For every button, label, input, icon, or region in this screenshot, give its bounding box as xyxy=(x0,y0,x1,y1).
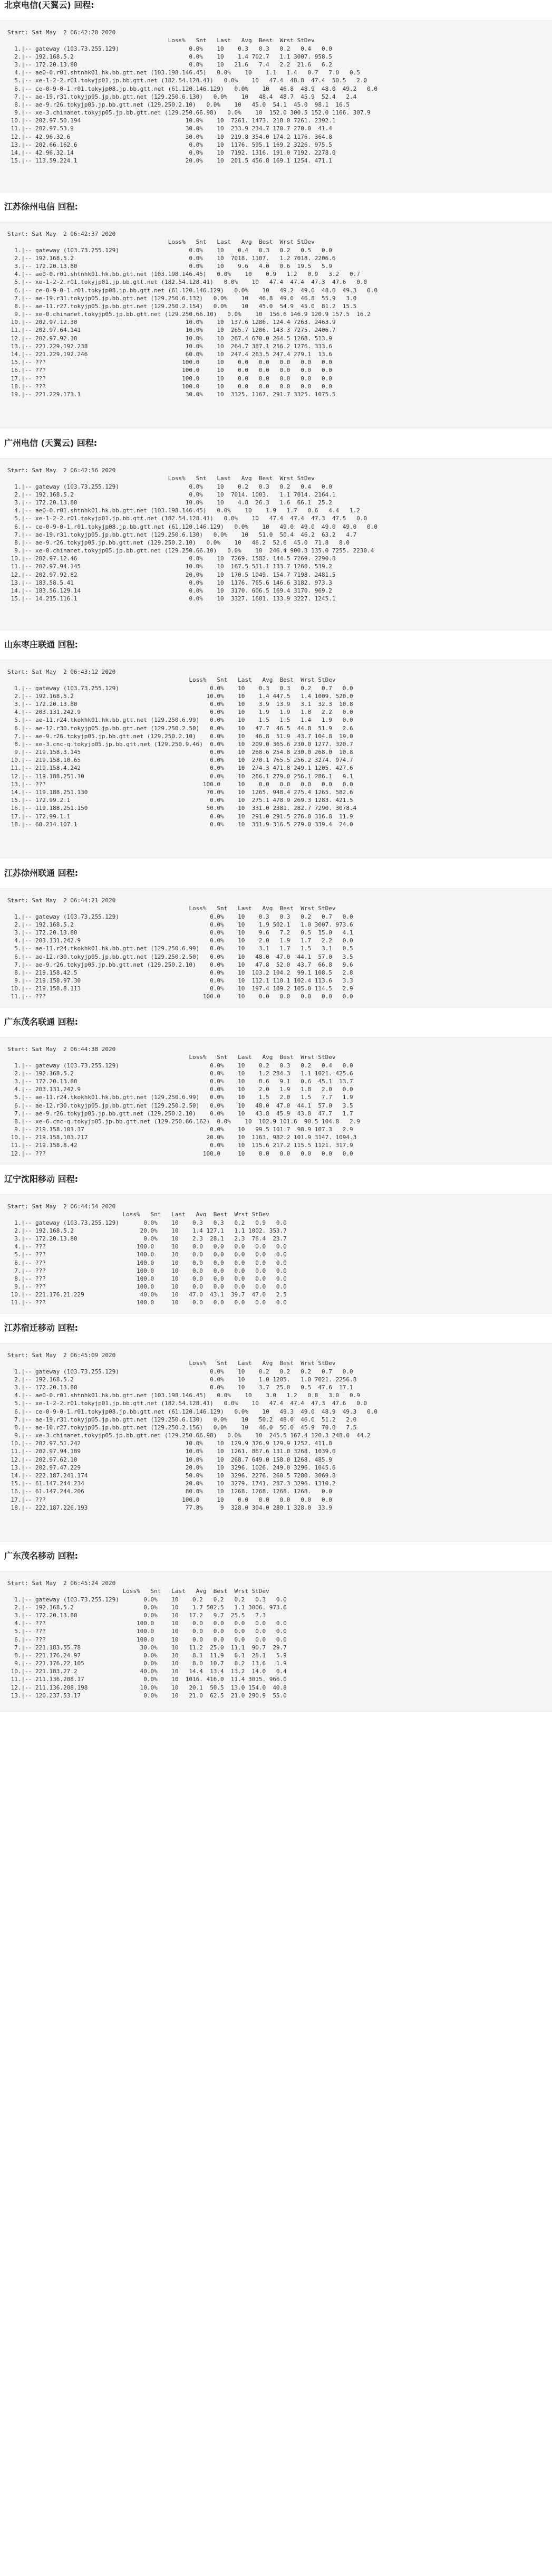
hop-row: 4.|-- 203.131.242.9 0.0% 10 2.0 1.9 1.7 2.2 0.0 xyxy=(7,937,353,944)
hop-row: 5.|-- xe-1-2-2.r01.tokyjp01.jp.bb.gtt.net (182.54.128.41) 0.0% 10 47.4 47.4 47.3 47.6 0.0 xyxy=(7,1400,367,1407)
hop-row: 13.|-- 183.58.5.41 0.0% 10 1176. 765.6 146.6 3182. 973.3 xyxy=(7,579,332,586)
section-heading: 北京电信(天翼云) 回程: xyxy=(4,0,94,10)
hop-row: 3.|-- 172.20.13.80 0.0% 10 21.6 7.4 2.2 21.6 6.2 xyxy=(7,61,332,68)
hop-row: 3.|-- 172.20.13.80 0.0% 10 17.2 9.7 25.5 7.3 xyxy=(7,1611,266,1619)
section-heading: 辽宁沈阳移动 回程: xyxy=(4,1174,78,1184)
column-header: Loss% Snt Last Avg Best Wrst StDev xyxy=(7,238,315,246)
hop-row: 11.|-- 202.97.94.145 10.0% 10 167.5 511.1 133.7 1260. 539.2 xyxy=(7,563,332,570)
hop-row: 14.|-- 222.187.241.174 50.0% 10 3296. 2276. 260.5 7280. 3069.8 xyxy=(7,1472,336,1479)
hop-row: 7.|-- ae-19.r31.tokyjp05.jp.bb.gtt.net (129.250.6.132) 0.0% 10 46.8 49.0 46.8 55.9 3.0 xyxy=(7,294,357,302)
start-timestamp: Start: Sat May 2 06:42:37 2020 xyxy=(7,231,116,238)
hop-row: 8.|-- xe-6.cnc-q.tokyjp05.jp.bb.gtt.net (129.250.66.162) 0.0% 10 102.9 101.6 90.5 104.8 2.9 xyxy=(7,1118,360,1125)
mtr-report xyxy=(7,1037,360,1158)
start-timestamp: Start: Sat May 2 06:45:24 2020 xyxy=(7,1580,116,1587)
hop-row: 6.|-- ce-0-9-0-1.r01.tokyjp08.jp.bb.gtt.net (61.120.146.129) 0.0% 10 49.0 49.0 49.0 49.0 0.0 xyxy=(7,523,377,530)
hop-row: 7.|-- ??? 100.0 10 0.0 0.0 0.0 0.0 0.0 xyxy=(7,1267,287,1274)
hop-row: 2.|-- 192.168.5.2 20.0% 10 1.4 127.1 1.1 1002. 353.7 xyxy=(7,1227,287,1234)
hop-row: 7.|-- ae-19.r31.tokyjp05.jp.bb.gtt.net (129.250.6.130) 0.0% 10 48.4 48.7 45.9 52.4 2.4 xyxy=(7,93,357,100)
column-header: Loss% Snt Last Avg Best Wrst StDev xyxy=(7,475,315,482)
hop-row: 5.|-- ae-11.r24.tkokhk01.hk.bb.gtt.net (129.250.6.99) 0.0% 10 3.1 1.7 1.5 3.1 0.5 xyxy=(7,945,353,952)
section-heading: 江苏徐州电信 回程: xyxy=(4,202,78,212)
hop-row: 4.|-- ae0-0.r01.shtnhk01.hk.bb.gtt.net (103.198.146.45) 0.0% 10 1.1 1.4 0.7 7.0 0.5 xyxy=(7,69,360,77)
blank-line xyxy=(7,889,353,896)
hop-row: 5.|-- ae-11.r24.tkokhk01.hk.bb.gtt.net (129.250.6.99) 0.0% 10 1.5 2.0 1.5 7.7 1.9 xyxy=(7,1094,353,1101)
hop-row: 6.|-- ce-0-9-0-1.r01.tokyjp08.jp.bb.gtt.net (61.120.146.129) 0.0% 10 49.3 49.0 48.9 49.3 0.0 xyxy=(7,1408,377,1415)
hop-row: 1.|-- gateway (103.73.255.129) 0.0% 10 0.3 0.3 0.2 0.7 0.0 xyxy=(7,684,353,692)
hop-row: 5.|-- ??? 100.0 10 0.0 0.0 0.0 0.0 0.0 xyxy=(7,1251,287,1258)
start-timestamp: Start: Sat May 2 06:44:21 2020 xyxy=(7,897,116,904)
mtr-report xyxy=(7,222,377,398)
hop-row: 15.|-- 61.147.244.234 20.0% 10 3279. 1741. 287.3 3296. 1310.2 xyxy=(7,1480,336,1487)
hop-row: 8.|-- ae-9.r26.tokyjp05.jp.bb.gtt.net (129.250.2.10) 0.0% 10 45.0 54.1 45.0 98.1 16.5 xyxy=(7,101,350,108)
blank-line xyxy=(7,1195,287,1203)
hop-row: 6.|-- ??? 100.0 10 0.0 0.0 0.0 0.0 0.0 xyxy=(7,1259,287,1266)
hop-row: 9.|-- xe-3.chinanet.tokyjp05.jp.bb.gtt.net (129.250.66.98) 0.0% 10 152.0 300.5 152.0 1166. 307.9 xyxy=(7,109,371,117)
hop-row: 11.|-- 202.97.64.141 10.0% 10 265.7 1206. 143.3 7275. 2406.7 xyxy=(7,327,336,334)
hop-row: 1.|-- gateway (103.73.255.129) 0.0% 10 0.3 0.3 0.2 0.4 0.0 xyxy=(7,45,332,52)
hop-row: 7.|-- ae-19.r31.tokyjp05.jp.bb.gtt.net (129.250.6.130) 0.0% 10 50.2 48.0 46.0 51.2 2.0 xyxy=(7,1416,357,1423)
start-timestamp: Start: Sat May 2 06:45:09 2020 xyxy=(7,1352,116,1359)
column-header: Loss% Snt Last Avg Best Wrst StDev xyxy=(7,1360,336,1367)
hop-row: 15.|-- 14.215.116.1 0.0% 10 3327. 1601. 133.9 3227. 1245.1 xyxy=(7,595,336,603)
hop-row: 6.|-- ae-12.r30.tokyjp05.jp.bb.gtt.net (129.250.2.50) 0.0% 10 48.0 47.0 44.1 57.0 3.5 xyxy=(7,953,353,960)
hop-row: 9.|-- 219.158.103.37 0.0% 10 99.5 101.7 98.9 107.3 2.9 xyxy=(7,1126,353,1133)
hop-row: 6.|-- ce-0-9-0-1.r01.tokyjp08.jp.bb.gtt.net (61.120.146.129) 0.0% 10 49.2 49.0 48.0 49.3 0.0 xyxy=(7,287,377,294)
hop-row: 11.|-- ??? 100.0 10 0.0 0.0 0.0 0.0 0.0 xyxy=(7,993,353,1000)
hop-row: 12.|-- 119.188.251.10 0.0% 10 266.1 279.0 256.1 286.1 9.1 xyxy=(7,772,353,780)
hop-row: 15.|-- 113.59.224.1 20.0% 10 201.5 456.8 169.1 1254. 471.1 xyxy=(7,157,332,165)
hop-row: 14.|-- 221.229.192.246 60.0% 10 247.4 263.5 247.4 279.1 13.6 xyxy=(7,351,332,358)
blank-line xyxy=(7,660,356,668)
hop-row: 14.|-- 42.96.32.14 0.0% 10 7192. 1316. 191.0 7192. 2278.0 xyxy=(7,149,336,156)
hop-row: 15.|-- ??? 100.0 10 0.0 0.0 0.0 0.0 0.0 xyxy=(7,359,332,366)
hop-row: 6.|-- ae-12.r30.tokyjp05.jp.bb.gtt.net (129.250.2.50) 0.0% 10 48.0 47.0 44.1 57.0 3.5 xyxy=(7,1102,353,1109)
start-timestamp: Start: Sat May 2 06:44:54 2020 xyxy=(7,1203,116,1210)
hop-row: 7.|-- ae-9.r26.tokyjp05.jp.bb.gtt.net (129.250.2.10) 0.0% 10 47.8 52.0 43.7 66.8 9.6 xyxy=(7,961,353,968)
mtr-output-box xyxy=(0,888,552,1008)
hop-row: 18.|-- 60.214.107.1 0.0% 10 331.9 316.5 279.0 339.4 24.0 xyxy=(7,820,353,828)
hop-row: 3.|-- 172.20.13.80 0.0% 10 3.9 13.9 3.1 32.3 10.8 xyxy=(7,700,353,708)
hop-row: 19.|-- 221.229.173.1 30.0% 10 3325. 1167. 291.7 3325. 1075.5 xyxy=(7,390,336,398)
hop-row: 7.|-- ae-9.r26.tokyjp05.jp.bb.gtt.net (129.250.2.10) 0.0% 10 46.8 51.9 43.7 104.8 19.0 xyxy=(7,732,353,740)
hop-row: 5.|-- xe-1-2-2.r01.tokyjp01.jp.bb.gtt.net (182.54.128.41) 0.0% 10 47.4 47.4 47.3 47.6 0.0 xyxy=(7,279,367,286)
hop-row: 1.|-- gateway (103.73.255.129) 0.0% 10 0.3 0.3 0.2 0.9 0.0 xyxy=(7,1219,287,1226)
start-timestamp: Start: Sat May 2 06:43:12 2020 xyxy=(7,669,116,676)
start-timestamp: Start: Sat May 2 06:42:20 2020 xyxy=(7,29,116,36)
hop-row: 16.|-- 61.147.244.206 80.0% 10 1268. 1268. 1268. 1268. 0.0 xyxy=(7,1488,332,1495)
hop-row: 2.|-- 192.168.5.2 0.0% 10 1.4 702.7 1.1 3007. 958.5 xyxy=(7,53,332,60)
section-heading: 广东茂名移动 回程: xyxy=(4,1551,78,1561)
hop-row: 9.|-- ??? 100.0 10 0.0 0.0 0.0 0.0 0.0 xyxy=(7,1283,287,1291)
hop-row: 11.|-- 219.158.4.242 0.0% 10 274.3 471.8 249.1 1205. 427.6 xyxy=(7,765,353,772)
hop-row: 4.|-- ae0-0.r01.shtnhk01.hk.bb.gtt.net (103.198.146.45) 0.0% 10 0.9 1.2 0.9 3.2 0.7 xyxy=(7,271,360,278)
hop-row: 2.|-- 192.168.5.2 0.0% 10 7018. 1107. 1.2 7018. 2206.6 xyxy=(7,254,336,262)
hop-row: 12.|-- ??? 100.0 10 0.0 0.0 0.0 0.0 0.0 xyxy=(7,1150,353,1157)
mtr-report xyxy=(7,1343,377,1512)
hop-row: 11.|-- 202.97.53.9 30.0% 10 233.9 234.7 170.7 270.0 41.4 xyxy=(7,125,332,132)
hop-row: 2.|-- 192.168.5.2 0.0% 10 7014. 1003. 1.1 7014. 2164.1 xyxy=(7,491,336,498)
hop-row: 4.|-- ??? 100.0 10 0.0 0.0 0.0 0.0 0.0 xyxy=(7,1243,287,1251)
hop-row: 11.|-- 202.97.94.189 10.0% 10 1261. 867.6 131.0 3268. 1039.0 xyxy=(7,1448,336,1455)
hop-row: 13.|-- 202.97.47.229 20.0% 10 3296. 1026. 249.0 3296. 1045.6 xyxy=(7,1464,336,1471)
hop-row: 1.|-- gateway (103.73.255.129) 0.0% 10 0.4 0.3 0.2 0.5 0.0 xyxy=(7,246,332,254)
column-header: Loss% Snt Last Avg Best Wrst StDev xyxy=(7,37,315,44)
hop-row: 1.|-- gateway (103.73.255.129) 0.0% 10 0.3 0.3 0.2 0.7 0.0 xyxy=(7,913,353,920)
hop-row: 17.|-- ??? 100.0 10 0.0 0.0 0.0 0.0 0.0 xyxy=(7,1496,332,1503)
column-header: Loss% Snt Last Avg Best Wrst StDev xyxy=(7,905,336,912)
hop-row: 3.|-- 172.20.13.80 0.0% 10 9.6 7.2 0.5 15.0 4.1 xyxy=(7,929,353,936)
hop-row: 17.|-- ??? 100.0 10 0.0 0.0 0.0 0.0 0.0 xyxy=(7,375,332,382)
blank-line xyxy=(7,222,377,230)
hop-row: 12.|-- 211.136.208.198 10.0% 10 20.1 50.5 13.0 154.0 40.8 xyxy=(7,1684,287,1691)
blank-line xyxy=(7,21,377,28)
hop-row: 3.|-- 172.20.13.80 0.0% 10 8.6 9.1 0.6 45.1 13.7 xyxy=(7,1077,353,1085)
hop-row: 11.|-- 219.158.8.42 0.0% 10 115.6 217.2 115.5 1121. 317.9 xyxy=(7,1142,353,1149)
mtr-output-box xyxy=(0,1343,552,1542)
hop-row: 10.|-- 219.158.103.217 20.0% 10 1163. 982.2 101.9 3147. 1094.3 xyxy=(7,1134,357,1141)
hop-row: 6.|-- ae-12.r30.tokyjp05.jp.bb.gtt.net (129.250.2.50) 0.0% 10 47.7 46.5 44.8 51.9 2.6 xyxy=(7,724,353,732)
hop-row: 12.|-- 202.97.62.10 10.0% 10 268.7 649.0 158.0 1268. 485.9 xyxy=(7,1456,332,1463)
hop-row: 12.|-- 202.97.92.10 10.0% 10 267.4 670.0 264.5 1268. 513.9 xyxy=(7,335,332,342)
hop-row: 6.|-- ??? 100.0 10 0.0 0.0 0.0 0.0 0.0 xyxy=(7,1636,287,1643)
hop-row: 13.|-- 202.66.162.6 0.0% 10 1176. 595.1 169.2 3226. 975.5 xyxy=(7,141,332,148)
hop-row: 10.|-- 221.176.21.229 40.0% 10 47.0 43.1 39.7 47.0 2.5 xyxy=(7,1291,287,1299)
hop-row: 18.|-- 222.187.226.193 77.8% 9 328.0 304.0 280.1 328.0 33.9 xyxy=(7,1504,332,1511)
hop-row: 4.|-- 203.131.242.9 0.0% 10 1.9 1.9 1.8 2.2 0.0 xyxy=(7,709,353,716)
hop-row: 16.|-- ??? 100.0 10 0.0 0.0 0.0 0.0 0.0 xyxy=(7,367,332,374)
section-heading: 江苏徐州联通 回程: xyxy=(4,868,78,878)
hop-row: 5.|-- xe-1-2-2.r01.tokyjp01.jp.bb.gtt.net (182.54.128.41) 0.0% 10 47.4 48.8 47.4 50.5 2.0 xyxy=(7,77,367,84)
hop-row: 9.|-- 221.176.22.105 0.0% 10 8.0 10.7 8.2 13.6 1.9 xyxy=(7,1660,287,1667)
hop-row: 17.|-- 172.99.1.1 0.0% 10 291.0 291.5 276.0 316.8 11.9 xyxy=(7,813,353,820)
section-heading: 广州电信 (天翼云) 回程: xyxy=(4,438,98,448)
mtr-report xyxy=(7,889,353,1001)
column-header: Loss% Snt Last Avg Best Wrst StDev xyxy=(7,1211,269,1218)
hop-row: 1.|-- gateway (103.73.255.129) 0.0% 10 0.2 0.2 0.2 0.7 0.0 xyxy=(7,1368,353,1375)
hop-row: 10.|-- 202.97.50.194 10.0% 10 7261. 1473. 218.0 7261. 2392.1 xyxy=(7,117,336,125)
blank-line xyxy=(7,1571,287,1579)
blank-line xyxy=(7,459,377,466)
mtr-output-box xyxy=(0,1037,552,1165)
hop-row: 3.|-- 172.20.13.80 0.0% 10 3.7 25.0 0.5 47.6 17.1 xyxy=(7,1384,353,1391)
mtr-report xyxy=(7,21,377,165)
hop-row: 4.|-- ae0-0.r01.shtnhk01.hk.bb.gtt.net (103.198.146.45) 0.0% 10 1.9 1.7 0.6 4.4 1.2 xyxy=(7,507,360,514)
hop-row: 4.|-- ??? 100.0 10 0.0 0.0 0.0 0.0 0.0 xyxy=(7,1620,287,1627)
hop-row: 6.|-- ce-0-9-0-1.r01.tokyjp08.jp.bb.gtt.net (61.120.146.129) 0.0% 10 46.8 48.9 48.0 49.2 0.0 xyxy=(7,85,377,92)
mtr-output-box xyxy=(0,660,552,858)
hop-row: 8.|-- ae-9.r26.tokyjp05.jp.bb.gtt.net (129.250.2.10) 0.0% 10 46.2 52.6 45.0 71.8 8.0 xyxy=(7,539,350,546)
hop-row: 8.|-- ae-11.r27.tokyjp05.jp.bb.gtt.net (129.250.2.154) 0.0% 10 45.0 54.9 45.0 81.2 15.5 xyxy=(7,302,357,310)
hop-row: 11.|-- 211.136.208.17 0.0% 10 1016. 416.0 11.4 3015. 966.0 xyxy=(7,1676,287,1683)
hop-row: 1.|-- gateway (103.73.255.129) 0.0% 10 0.2 0.3 0.2 0.4 0.0 xyxy=(7,1062,353,1069)
hop-row: 2.|-- 192.168.5.2 0.0% 10 1.7 502.5 1.1 3006. 973.6 xyxy=(7,1604,287,1611)
hop-row: 2.|-- 192.168.5.2 0.0% 10 1.2 284.3 1.1 1021. 425.6 xyxy=(7,1070,353,1077)
hop-row: 11.|-- ??? 100.0 10 0.0 0.0 0.0 0.0 0.0 xyxy=(7,1299,287,1306)
hop-row: 8.|-- ae-10.r27.tokyjp05.jp.bb.gtt.net (129.250.2.156) 0.0% 10 46.0 50.0 45.9 70.0 7.5 xyxy=(7,1424,357,1431)
hop-row: 8.|-- 221.176.24.97 0.0% 10 8.1 11.9 8.1 28.1 5.9 xyxy=(7,1652,287,1659)
hop-row: 8.|-- xe-3.cnc-q.tokyjp05.jp.bb.gtt.net (129.250.9.46) 0.0% 10 209.0 365.6 230.0 1277. 320.7 xyxy=(7,740,353,748)
mtr-report xyxy=(7,1571,287,1700)
hop-row: 4.|-- ae0-0.r01.shtnhk01.hk.bb.gtt.net (103.198.146.45) 0.0% 10 3.0 1.2 0.8 3.0 0.9 xyxy=(7,1392,360,1399)
blank-line xyxy=(7,1343,377,1351)
hop-row: 8.|-- ??? 100.0 10 0.0 0.0 0.0 0.0 0.0 xyxy=(7,1275,287,1282)
start-timestamp: Start: Sat May 2 06:42:56 2020 xyxy=(7,467,116,474)
mtr-report xyxy=(7,1195,287,1307)
hop-row: 12.|-- 42.96.32.6 30.0% 10 219.8 354.0 174.2 1176. 364.8 xyxy=(7,133,332,140)
mtr-output-box xyxy=(0,1194,552,1314)
hop-row: 9.|-- xe-0.chinanet.tokyjp05.jp.bb.gtt.net (129.250.66.10) 0.0% 10 246.4 900.3 135.0 7255. 2230.4 xyxy=(7,547,374,555)
hop-row: 8.|-- 219.158.42.5 0.0% 10 103.2 104.2 99.1 108.5 2.8 xyxy=(7,969,353,976)
hop-row: 9.|-- 219.158.97.30 0.0% 10 112.1 110.1 102.4 113.6 3.3 xyxy=(7,977,353,985)
column-header: Loss% Snt Last Avg Best Wrst StDev xyxy=(7,676,336,684)
hop-row: 5.|-- ??? 100.0 10 0.0 0.0 0.0 0.0 0.0 xyxy=(7,1628,287,1635)
section-heading: 江苏宿迁移动 回程: xyxy=(4,1323,78,1333)
hop-row: 3.|-- 172.20.13.80 10.0% 10 4.8 26.3 1.6 66.1 25.2 xyxy=(7,499,332,506)
blank-line xyxy=(7,1037,360,1045)
hop-row: 12.|-- 202.97.92.82 20.0% 10 170.5 1049. 154.7 7198. 2481.5 xyxy=(7,571,336,578)
hop-row: 9.|-- xe-0.chinanet.tokyjp05.jp.bb.gtt.net (129.250.66.10) 0.0% 10 156.6 146.9 120.9 157.5 16.2 xyxy=(7,311,371,318)
mtr-output-box xyxy=(0,222,552,428)
hop-row: 14.|-- 119.188.251.130 70.0% 10 1265. 948.4 275.4 1265. 582.6 xyxy=(7,789,353,796)
hop-row: 18.|-- ??? 100.0 10 0.0 0.0 0.0 0.0 0.0 xyxy=(7,383,332,390)
column-header: Loss% Snt Last Avg Best Wrst StDev xyxy=(7,1054,336,1061)
hop-row: 15.|-- 172.99.2.1 0.0% 10 275.1 478.9 269.3 1283. 421.5 xyxy=(7,797,353,804)
mtr-output-box xyxy=(0,1571,552,1712)
hop-row: 10.|-- 202.97.51.242 10.0% 10 129.9 326.9 129.9 1252. 411.8 xyxy=(7,1440,332,1447)
column-header: Loss% Snt Last Avg Best Wrst StDev xyxy=(7,1588,269,1595)
hop-row: 10.|-- 219.158.8.113 0.0% 10 197.4 109.2 105.0 114.5 2.9 xyxy=(7,985,353,993)
mtr-report xyxy=(7,660,356,828)
hop-row: 3.|-- 172.20.13.80 0.0% 10 9.6 4.0 0.6 19.5 5.9 xyxy=(7,262,332,270)
hop-row: 1.|-- gateway (103.73.255.129) 0.0% 10 0.2 0.2 0.2 0.3 0.0 xyxy=(7,1596,287,1603)
hop-row: 1.|-- gateway (103.73.255.129) 0.0% 10 0.2 0.3 0.2 0.4 0.0 xyxy=(7,483,332,490)
section-heading: 山东枣庄联通 回程: xyxy=(4,640,78,650)
hop-row: 13.|-- 120.237.53.17 0.0% 10 21.0 62.5 21.0 290.9 55.0 xyxy=(7,1692,287,1699)
hop-row: 5.|-- xe-1-2-2.r01.tokyjp01.jp.bb.gtt.net (182.54.128.41) 0.0% 10 47.4 47.4 47.3 47.5 0.0 xyxy=(7,515,367,522)
hop-row: 10.|-- 221.183.27.2 40.0% 10 14.4 13.4 13.2 14.0 0.4 xyxy=(7,1668,287,1675)
hop-row: 16.|-- 119.188.251.150 50.0% 10 331.0 2381. 282.7 7290. 3078.4 xyxy=(7,805,357,812)
hop-row: 13.|-- 221.229.192.238 10.0% 10 264.7 387.1 256.2 1276. 333.6 xyxy=(7,342,332,350)
hop-row: 2.|-- 192.168.5.2 10.0% 10 1.4 447.5 1.4 1009. 520.0 xyxy=(7,692,353,700)
section-heading: 广东茂名联通 回程: xyxy=(4,1017,78,1027)
hop-row: 7.|-- ae-19.r31.tokyjp05.jp.bb.gtt.net (129.250.6.130) 0.0% 10 51.0 50.4 46.2 63.2 4.7 xyxy=(7,531,357,538)
hop-row: 14.|-- 183.56.129.14 0.0% 10 3170. 606.5 169.4 3170. 969.2 xyxy=(7,587,332,594)
hop-row: 7.|-- ae-9.r26.tokyjp05.jp.bb.gtt.net (129.250.2.10) 0.0% 10 43.8 45.9 43.8 47.7 1.7 xyxy=(7,1110,353,1117)
start-timestamp: Start: Sat May 2 06:44:38 2020 xyxy=(7,1046,116,1053)
mtr-report xyxy=(7,459,377,603)
hop-row: 10.|-- 202.97.12.46 0.0% 10 7269. 1582. 144.5 7269. 2290.8 xyxy=(7,555,336,562)
hop-row: 2.|-- 192.168.5.2 0.0% 10 1.9 502.1 1.0 3007. 973.6 xyxy=(7,921,353,928)
hop-row: 9.|-- 219.158.3.145 0.0% 10 268.6 254.8 230.0 268.0 10.8 xyxy=(7,749,353,756)
hop-row: 10.|-- 202.97.12.30 10.0% 10 137.6 1286. 124.4 7263. 2463.9 xyxy=(7,319,336,326)
hop-row: 4.|-- 203.131.242.9 0.0% 10 2.0 1.9 1.8 2.0 0.0 xyxy=(7,1086,353,1093)
mtr-output-box xyxy=(0,458,552,631)
hop-row: 2.|-- 192.168.5.2 0.0% 10 1.0 1205. 1.0 7021. 2256.8 xyxy=(7,1376,357,1383)
hop-row: 5.|-- ae-11.r24.tkokhk01.hk.bb.gtt.net (129.250.6.99) 0.0% 10 1.5 1.5 1.4 1.9 0.0 xyxy=(7,717,353,724)
hop-row: 3.|-- 172.20.13.80 0.0% 10 2.3 28.1 2.3 76.4 23.7 xyxy=(7,1235,287,1242)
hop-row: 7.|-- 221.183.55.78 30.0% 10 11.2 25.0 11.1 90.7 29.7 xyxy=(7,1644,287,1651)
hop-row: 13.|-- ??? 100.0 10 0.0 0.0 0.0 0.0 0.0 xyxy=(7,780,353,788)
mtr-output-box xyxy=(0,20,552,193)
hop-row: 10.|-- 219.158.10.65 0.0% 10 270.1 765.5 256.2 3274. 974.7 xyxy=(7,757,353,764)
hop-row: 9.|-- xe-3.chinanet.tokyjp05.jp.bb.gtt.net (129.250.66.98) 0.0% 10 245.5 167.4 120.3 248.0 44.2 xyxy=(7,1432,371,1439)
